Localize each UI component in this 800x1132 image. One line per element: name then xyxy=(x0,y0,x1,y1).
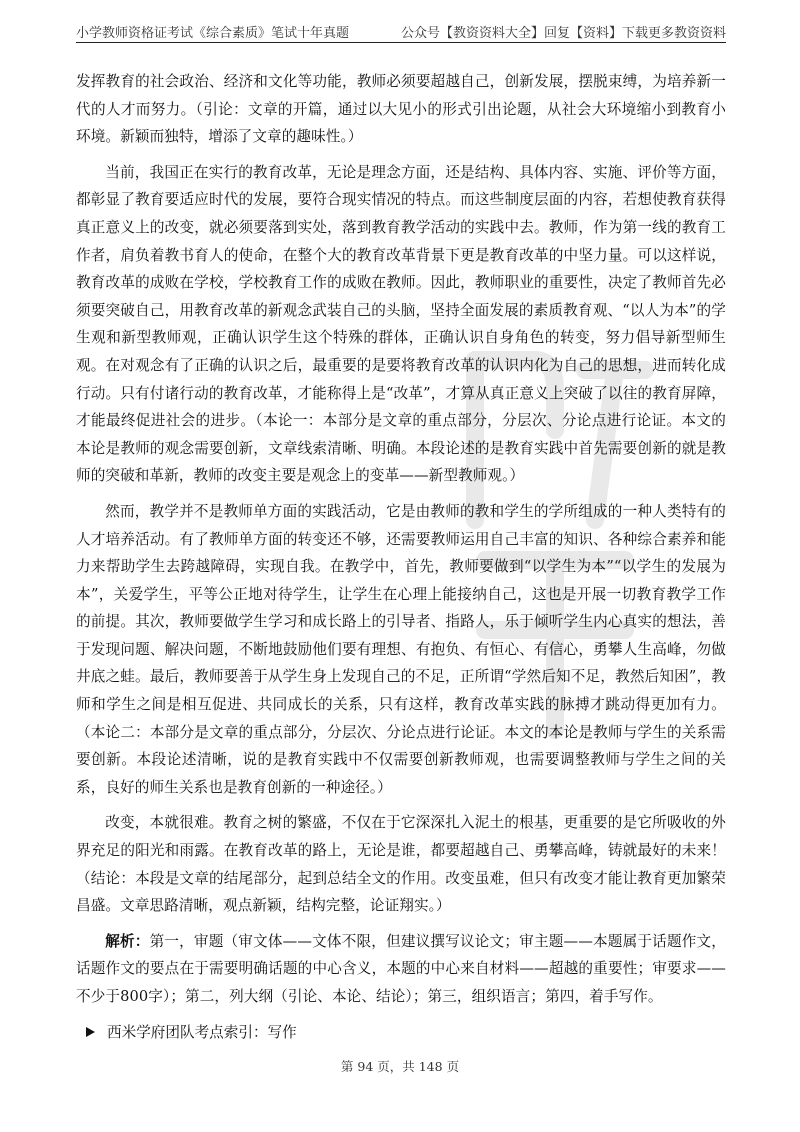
analysis-text: 第一，审题（审文体——文体不限，但建议撰写议论文；审主题——本题属于话题作文，话题作文的要点在于需要明确话题的中心含义，本题的中心来自材料——超越的重要性；审要求——不少于800字）；第二，列大纲（引论、本论、结论）；第三，组织语言；第四，着手写作。 xyxy=(76,932,726,1005)
paragraph-intro: 发挥教育的社会政治、经济和文化等功能，教师必须要超越自己，创新发展，摆脱束缚，为培养新一代的人才而努力。（引论：文章的开篇，通过以大见小的形式引出论题，从社会大环境缩小到教育小环境。新颖而独特，增添了文章的趣味性。） xyxy=(76,73,726,146)
document-body xyxy=(76,68,726,1046)
page-header xyxy=(76,20,726,43)
index-text: 西米学府团队考点索引：写作 xyxy=(107,1023,297,1041)
arrow-bullet-icon xyxy=(86,1027,95,1037)
index-line xyxy=(86,1019,726,1047)
header-promo: 公众号【教资资料大全】回复【资料】下载更多教资资料 xyxy=(400,26,726,41)
paragraph-body-1: 当前，我国正在实行的教育改革，无论是理念方面，还是结构、具体内容、实施、评价等方面，都彰显了教育要适应时代的发展，要符合现实情况的特点。而这些制度层面的内容，若想使教育获得真正意义上的改变，就必须要落到实处，落到教育教学活动的实践中去。教师，作为第一线的教育工作者，肩负着教书育人的使命，在整个大的教育改革背景下更是教育改革的中坚力量。可以这样说，教育改革的成败在学校，学校教育工作的成败在教师。因此，教师职业的重要性，决定了教师首先必须要突破自己，用教育改革的新观念武装自己的头脑，坚持全面发展的素质教育观、“以人为本”的学生观和新型教师观，正确认识学生这个特殊的群体，正确认识自身角色的转变，努力倡导新型师生观。在对观念有了正确的认识之后，最重要的是要将教育改革的认识内化为自己的思想，进而转化成行动。只有付诸行动的教育改革，才能称得上是“改革”，才算从真正意义上突破了以往的教育屏障，才能最终促进社会的进步。（本论一：本部分是文章的重点部分，分层次、分论点进行论证。本文的本论是教师的观念需要创新，文章线索清晰、明确。本段论述的是教育实践中首先需要创新的就是教师的突破和革新，教师的改变主要是观念上的变革——新型教师观。） xyxy=(76,163,726,485)
analysis-label: 解析： xyxy=(105,932,150,950)
analysis-paragraph xyxy=(76,928,726,1011)
header-title: 小学教师资格证考试《综合素质》笔试十年真题 xyxy=(76,26,350,41)
page-number: 第 94 页，共 148 页 xyxy=(340,1059,460,1074)
paragraph-conclusion: 改变，本就很难。教育之树的繁盛，不仅在于它深深扎入泥土的根基，更重要的是它所吸收的外界充足的阳光和雨露。在教育改革的路上，无论是谁，都要超越自己、勇攀高峰，铸就最好的未来！（结论：本段是文章的结尾部分，起到总结全文的作用。改变虽难，但只有改变才能让教育更加繁荣昌盛。文章思路清晰，观点新颖，结构完整，论证翔实。） xyxy=(76,814,726,915)
paragraph-body-2: 然而，教学并不是教师单方面的实践活动，它是由教师的教和学生的学所组成的一种人类特有的人才培养活动。有了教师单方面的转变还不够，还需要教师运用自己丰富的知识、各种综合素养和能力来帮助学生去跨越障碍，实现自我。在教学中，首先，教师要做到“以学生为本”“以学生的发展为本”，关爱学生，平等公正地对待学生，让学生在心理上能接纳自己，这也是开展一切教育教学工作的前提。其次，教师要做学生学习和成长路上的引导者、指路人，乐于倾听学生内心真实的想法，善于发现问题、解决问题，不断地鼓励他们要有理想、有抱负、有恒心、有信心，勇攀人生高峰，勿做井底之蛙。最后，教师要善于从学生身上发现自己的不足，正所谓“学然后知不足，教然后知困”，教师和学生之间是相互促进、共同成长的关系，只有这样，教育改革实践的脉搏才跳动得更加有力。（本论二：本部分是文章的重点部分，分层次、分论点进行论证。本文的本论是教师与学生的关系需要创新。本段论述清晰，说的是教育实践中不仅需要创新教师观，也需要调整教师与学生之间的关系，良好的师生关系也是教育创新的一种途径。） xyxy=(76,502,726,796)
